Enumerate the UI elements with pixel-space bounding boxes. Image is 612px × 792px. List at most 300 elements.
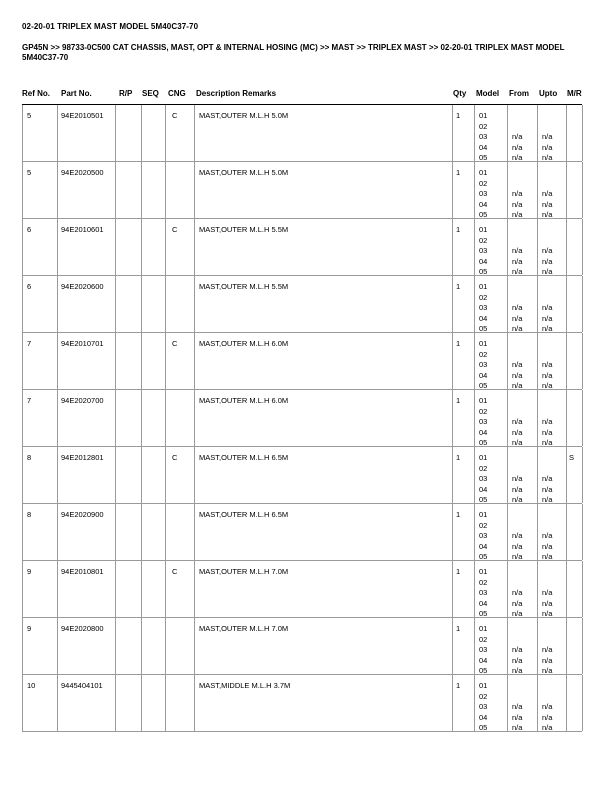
from-cell [512,168,522,221]
column-divider [537,219,538,275]
column-divider [165,675,166,731]
column-divider [474,504,475,560]
column-divider [582,447,583,503]
column-divider [22,675,23,731]
upto-cell-line: n/a [542,655,553,665]
column-divider [194,675,195,731]
upto-cell-line: n/a [542,417,553,426]
model-cell-line: 02 [479,406,488,416]
part-no-cell: 9445404101 [61,681,103,690]
part-no-cell: 94E2010501 [61,111,104,120]
upto-cell-line: n/a [542,370,553,380]
from-cell [512,396,522,449]
upto-cell-line [542,692,552,703]
model-cell-line: 05 [479,267,488,276]
model-cell-line: 04 [479,427,488,437]
from-cell-line: n/a [512,153,523,162]
from-cell-line: n/a [512,712,523,722]
column-divider [452,618,453,674]
description-cell: MAST,OUTER M.L.H 6.0M [199,396,289,405]
upto-cell-line: n/a [542,142,553,152]
column-divider [474,675,475,731]
from-cell-line: n/a [512,256,523,266]
model-cell-line: 01 [479,396,488,405]
column-divider [507,504,508,560]
column-divider [57,675,58,731]
from-cell-line: n/a [512,303,523,312]
model-cell-line: 01 [479,111,488,120]
model-cell-line: 05 [479,723,488,732]
description-cell: MAST,OUTER M.L.H 6.5M [199,453,289,462]
column-divider [115,390,116,446]
cng-cell: C [172,111,178,120]
from-cell-line [512,111,522,122]
column-divider [22,162,23,218]
from-cell-line: n/a [512,723,523,732]
upto-cell-line [542,681,552,692]
column-divider [194,162,195,218]
from-cell-line [512,510,522,521]
from-cell-line: n/a [512,142,523,152]
column-divider [194,276,195,332]
upto-cell [542,396,552,449]
from-cell-line: n/a [512,474,523,483]
from-cell-line: n/a [512,381,523,390]
column-divider [115,333,116,389]
upto-cell-line: n/a [542,153,553,162]
description-cell: MAST,OUTER M.L.H 5.0M [199,168,289,177]
column-divider [566,333,567,389]
column-divider [22,390,23,446]
column-divider [57,162,58,218]
part-no-cell: 94E2020900 [61,510,104,519]
upto-cell-line: n/a [542,598,553,608]
column-divider [165,276,166,332]
upto-cell-line [542,521,552,532]
from-cell-line: n/a [512,609,523,618]
table-row [0,162,612,219]
from-cell-line: n/a [512,655,523,665]
column-divider [566,162,567,218]
model-cell-line: 03 [479,132,488,141]
from-cell-line: n/a [512,666,523,675]
column-divider [507,276,508,332]
description-cell: MAST,OUTER M.L.H 5.0M [199,111,289,120]
upto-cell [542,282,552,335]
upto-cell [542,453,552,506]
model-cell-line: 05 [479,495,488,504]
from-cell-line: n/a [512,495,523,504]
upto-cell-line [542,282,552,293]
ref-no-cell: 10 [27,681,36,690]
from-cell [512,339,522,392]
upto-cell-line: n/a [542,256,553,266]
column-divider [57,333,58,389]
from-cell-line [512,179,522,190]
model-cell-line: 03 [479,702,488,711]
model-cell-line: 04 [479,655,488,665]
upto-cell-line: n/a [542,484,553,494]
model-cell [479,681,487,734]
table-row [0,333,612,390]
upto-cell-line: n/a [542,645,553,654]
column-divider [582,162,583,218]
cng-cell: C [172,453,178,462]
column-divider [115,276,116,332]
ref-no-cell: 9 [27,624,32,633]
upto-cell [542,111,552,164]
column-divider [537,390,538,446]
qty-cell: 1 [456,681,461,690]
model-cell-line: 04 [479,199,488,209]
upto-cell-line: n/a [542,210,553,219]
model-cell [479,396,487,449]
column-divider [582,675,583,731]
column-divider [165,333,166,389]
qty-cell: 1 [456,168,461,177]
from-cell-line [512,692,522,703]
column-divider [141,447,142,503]
column-divider [582,561,583,617]
ref-no-cell: 8 [27,453,32,462]
description-cell: MAST,OUTER M.L.H 5.5M [199,225,289,234]
model-cell [479,111,487,164]
col-header-seq: SEQ [142,89,159,98]
col-header-from: From [509,89,529,98]
model-cell-line: 03 [479,246,488,255]
column-divider [537,618,538,674]
from-cell-line: n/a [512,132,523,141]
column-divider [194,105,195,161]
column-divider [474,105,475,161]
column-divider [165,618,166,674]
model-cell-line: 04 [479,598,488,608]
model-cell-line: 04 [479,370,488,380]
column-divider [141,276,142,332]
from-cell-line: n/a [512,267,523,276]
column-divider [115,504,116,560]
description-cell: MAST,OUTER M.L.H 6.5M [199,510,289,519]
from-cell [512,624,522,677]
column-divider [452,390,453,446]
model-cell [479,567,487,620]
model-cell-line: 04 [479,142,488,152]
from-cell-line: n/a [512,417,523,426]
upto-cell [542,624,552,677]
from-cell-line [512,396,522,407]
upto-cell-line [542,168,552,179]
row-divider [22,731,582,732]
page-title: 02-20-01 TRIPLEX MAST MODEL 5M40C37-70 [22,22,199,31]
column-divider [165,447,166,503]
model-cell-line: 02 [479,235,488,245]
from-cell-line: n/a [512,588,523,597]
model-cell-line: 02 [479,178,488,188]
from-cell-line [512,168,522,179]
column-divider [165,561,166,617]
model-cell-line: 03 [479,303,488,312]
column-divider [582,219,583,275]
column-divider [452,276,453,332]
upto-cell [542,225,552,278]
model-cell-line: 01 [479,681,488,690]
column-divider [474,618,475,674]
column-divider [537,561,538,617]
col-header-mr: M/R [567,89,582,98]
qty-cell: 1 [456,453,461,462]
from-cell-line: n/a [512,370,523,380]
part-no-cell: 94E2020600 [61,282,104,291]
qty-cell: 1 [456,624,461,633]
col-header-upto: Upto [539,89,558,98]
description-cell: MAST,OUTER M.L.H 7.0M [199,624,289,633]
from-cell-line: n/a [512,313,523,323]
table-row [0,618,612,675]
model-cell-line: 01 [479,567,488,576]
table-row [0,561,612,618]
column-divider [507,675,508,731]
from-cell-line: n/a [512,598,523,608]
column-divider [537,162,538,218]
cng-cell: C [172,339,178,348]
upto-cell-line: n/a [542,189,553,198]
column-divider [582,504,583,560]
upto-cell-line [542,510,552,521]
part-no-cell: 94E2020700 [61,396,104,405]
model-cell-line: 05 [479,381,488,390]
from-cell-line [512,407,522,418]
column-divider [115,675,116,731]
from-cell-line: n/a [512,484,523,494]
upto-cell-line: n/a [542,360,553,369]
from-cell-line [512,122,522,133]
upto-cell [542,339,552,392]
model-cell-line: 02 [479,691,488,701]
column-divider [537,504,538,560]
from-cell-line [512,635,522,646]
model-cell-line: 03 [479,474,488,483]
column-divider [57,390,58,446]
upto-cell-line: n/a [542,474,553,483]
from-cell [512,111,522,164]
upto-cell-line: n/a [542,438,553,447]
column-divider [57,276,58,332]
upto-cell-line: n/a [542,267,553,276]
model-cell-line: 01 [479,168,488,177]
upto-cell-line: n/a [542,324,553,333]
upto-cell-line: n/a [542,723,553,732]
column-divider [566,219,567,275]
part-no-cell: 94E2020500 [61,168,104,177]
upto-cell-line [542,407,552,418]
upto-cell-line: n/a [542,246,553,255]
from-cell-line: n/a [512,199,523,209]
upto-cell-line: n/a [542,495,553,504]
from-cell [512,681,522,734]
column-divider [165,504,166,560]
model-cell-line: 01 [479,453,488,462]
upto-cell-line [542,624,552,635]
model-cell-line: 03 [479,189,488,198]
ref-no-cell: 5 [27,111,32,120]
column-divider [141,219,142,275]
column-divider [566,276,567,332]
upto-cell-line [542,453,552,464]
model-cell-line: 01 [479,225,488,234]
table-row [0,390,612,447]
from-cell [512,225,522,278]
from-cell [512,510,522,563]
model-cell [479,510,487,563]
part-no-cell: 94E2012801 [61,453,104,462]
model-cell-line: 04 [479,712,488,722]
col-header-qty: Qty [453,89,467,98]
column-divider [452,333,453,389]
column-divider [115,162,116,218]
upto-cell-line [542,350,552,361]
from-cell-line [512,350,522,361]
model-cell-line: 05 [479,210,488,219]
qty-cell: 1 [456,225,461,234]
column-divider [507,447,508,503]
upto-cell [542,168,552,221]
description-cell: MAST,OUTER M.L.H 7.0M [199,567,289,576]
from-cell-line: n/a [512,541,523,551]
column-divider [115,105,116,161]
column-divider [582,276,583,332]
column-divider [165,105,166,161]
from-cell-line [512,293,522,304]
upto-cell-line: n/a [542,541,553,551]
column-divider [115,219,116,275]
cng-cell: C [172,225,178,234]
model-cell-line: 01 [479,510,488,519]
model-cell-line: 04 [479,256,488,266]
table-row [0,276,612,333]
ref-no-cell: 7 [27,339,32,348]
column-divider [141,162,142,218]
model-cell [479,168,487,221]
from-cell-line: n/a [512,552,523,561]
col-header-model: Model [476,89,500,98]
model-cell-line: 02 [479,121,488,131]
from-cell-line [512,464,522,475]
mr-cell: S [569,453,575,462]
upto-cell-line: n/a [542,531,553,540]
column-divider [115,561,116,617]
column-divider [582,618,583,674]
from-cell-line [512,624,522,635]
upto-cell-line [542,396,552,407]
column-divider [566,105,567,161]
description-cell: MAST,OUTER M.L.H 5.5M [199,282,289,291]
column-divider [57,504,58,560]
upto-cell [542,567,552,620]
column-divider [566,447,567,503]
column-divider [537,105,538,161]
column-divider [566,390,567,446]
from-cell-line: n/a [512,246,523,255]
table-row [0,504,612,561]
description-cell: MAST,OUTER M.L.H 6.0M [199,339,289,348]
column-divider [194,333,195,389]
upto-cell-line [542,567,552,578]
column-divider [452,561,453,617]
from-cell-line [512,578,522,589]
column-divider [57,447,58,503]
column-divider [507,618,508,674]
model-cell-line: 05 [479,609,488,618]
from-cell-line [512,236,522,247]
description-cell: MAST,MIDDLE M.L.H 3.7M [199,681,291,690]
column-divider [537,447,538,503]
part-no-cell: 94E2010801 [61,567,104,576]
column-divider [194,561,195,617]
part-no-cell: 94E2010601 [61,225,104,234]
ref-no-cell: 7 [27,396,32,405]
upto-cell-line: n/a [542,609,553,618]
column-divider [537,276,538,332]
from-cell [512,453,522,506]
from-cell-line [512,225,522,236]
column-divider [566,675,567,731]
model-cell-line: 05 [479,552,488,561]
from-cell-line [512,339,522,350]
qty-cell: 1 [456,567,461,576]
column-divider [194,219,195,275]
column-divider [165,390,166,446]
upto-cell-line [542,225,552,236]
column-divider [474,390,475,446]
from-cell-line: n/a [512,645,523,654]
table-row [0,105,612,162]
upto-cell-line: n/a [542,381,553,390]
column-divider [474,276,475,332]
from-cell-line: n/a [512,427,523,437]
model-cell-line: 02 [479,463,488,473]
table-row [0,675,612,732]
from-cell-line [512,521,522,532]
from-cell-line: n/a [512,324,523,333]
from-cell-line [512,453,522,464]
from-cell-line [512,567,522,578]
column-divider [474,162,475,218]
model-cell [479,225,487,278]
qty-cell: 1 [456,282,461,291]
column-divider [57,561,58,617]
upto-cell-line [542,635,552,646]
from-cell-line: n/a [512,438,523,447]
column-divider [22,105,23,161]
col-header-rp: R/P [119,89,133,98]
column-divider [141,105,142,161]
column-divider [566,504,567,560]
column-divider [194,447,195,503]
column-divider [474,219,475,275]
column-divider [115,618,116,674]
upto-cell-line: n/a [542,303,553,312]
cng-cell: C [172,567,178,576]
upto-cell-line [542,339,552,350]
model-cell-line: 03 [479,531,488,540]
upto-cell-line [542,578,552,589]
column-divider [537,333,538,389]
upto-cell-line: n/a [542,712,553,722]
breadcrumb: GP45N >> 98733-0C500 CAT CHASSIS, MAST, OPT & INTERNAL HOSING (MC) >> MAST >> TRIPLEX MAST >> 02-20-01 TRIPLEX MAST MODEL 5M40C37-70 [22,43,565,62]
column-divider [474,561,475,617]
model-cell-line: 05 [479,666,488,675]
from-cell-line: n/a [512,189,523,198]
